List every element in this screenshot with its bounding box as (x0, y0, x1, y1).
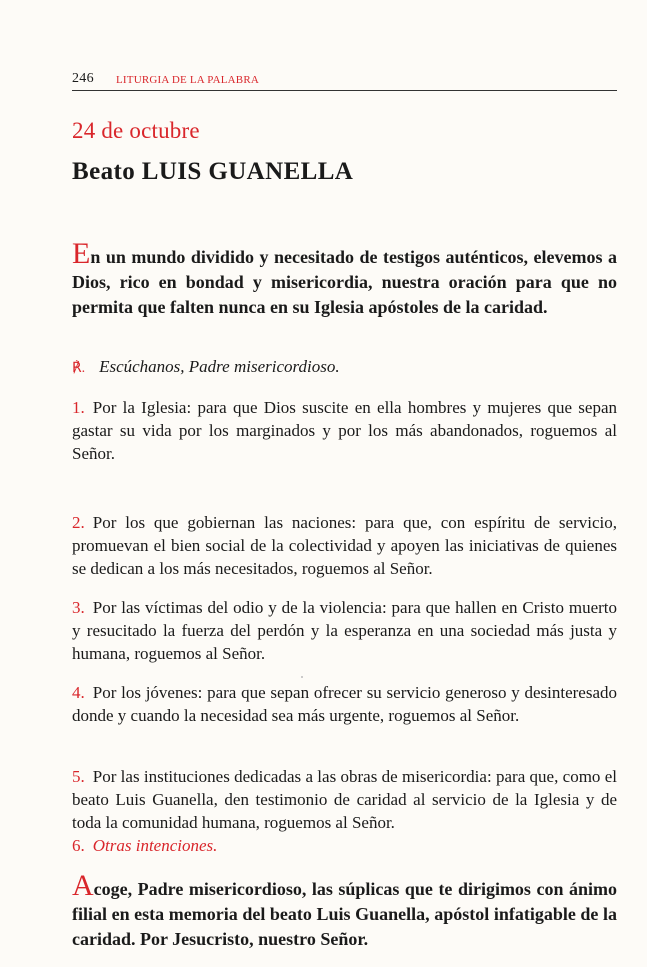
print-speck (301, 676, 303, 678)
section-title: LITURGIA DE LA PALABRA (116, 74, 260, 86)
petition (72, 396, 617, 465)
response-line (72, 355, 340, 381)
response-symbol: ℟. (72, 361, 86, 376)
running-head (72, 66, 617, 91)
intro-text: n un mundo dividido y necesitado de testigos auténticos, elevemos a Dios, rico en bondad y misericordia, nuestra oración para que no permita que falten nunca en su Iglesia apóstoles de la caridad. (72, 247, 617, 317)
petition-number: 1. (72, 398, 85, 417)
closing-text: coge, Padre misericordioso, las súplicas que te dirigimos con ánimo filial en esta memoria del beato Luis Guanella, apóstol infatigable de la caridad. Por Jesucristo, nuestro Señor. (72, 879, 617, 949)
feast-date: 24 de octubre (72, 118, 200, 143)
petition (72, 596, 617, 665)
petition (72, 765, 617, 834)
petition-number: 6. (72, 836, 85, 855)
petition-number: 3. (72, 598, 85, 617)
introduction (72, 237, 617, 320)
response-text: Escúchanos, Padre misericordioso. (99, 357, 340, 376)
petition-text: Por la Iglesia: para que Dios suscite en ella hombres y mujeres que sepan gastar su vida por los marginados y por los más abandonados, roguemos al Señor. (72, 398, 617, 463)
intro-initial: E (72, 237, 91, 270)
petition-number: 5. (72, 767, 85, 786)
closing-prayer (72, 869, 617, 952)
petition (72, 681, 617, 727)
petition-number: 2. (72, 513, 85, 532)
petition-text: Por las víctimas del odio y de la violencia: para que hallen en Cristo muerto y resucitado la fuerza del perdón y la esperanza en una sociedad más justa y humana, roguemos al Señor. (72, 598, 617, 663)
saint-name: Beato LUIS GUANELLA (72, 158, 354, 185)
closing-initial: A (72, 869, 94, 902)
petition-text: Por las instituciones dedicadas a las obras de misericordia: para que, como el beato Luis Guanella, den testimonio de caridad al servicio de la Iglesia y de toda la comunidad humana, roguemos al Señor. (72, 767, 617, 832)
petition (72, 511, 617, 580)
petition-text: Por los jóvenes: para que sepan ofrecer su servicio generoso y desinteresado donde y cuando la necesidad sea más urgente, roguemos al Señor. (72, 683, 617, 725)
petition (72, 834, 617, 857)
petition-text: Otras intenciones. (92, 836, 218, 855)
page (72, 66, 617, 949)
page-number: 246 (72, 71, 94, 86)
petition-text: Por los que gobiernan las naciones: para que, con espíritu de servicio, promuevan el bien social de la colectividad y apoyen las iniciativas de quienes se dedican a los más necesitados, roguemos al Señor. (72, 513, 617, 578)
petition-number: 4. (72, 683, 85, 702)
